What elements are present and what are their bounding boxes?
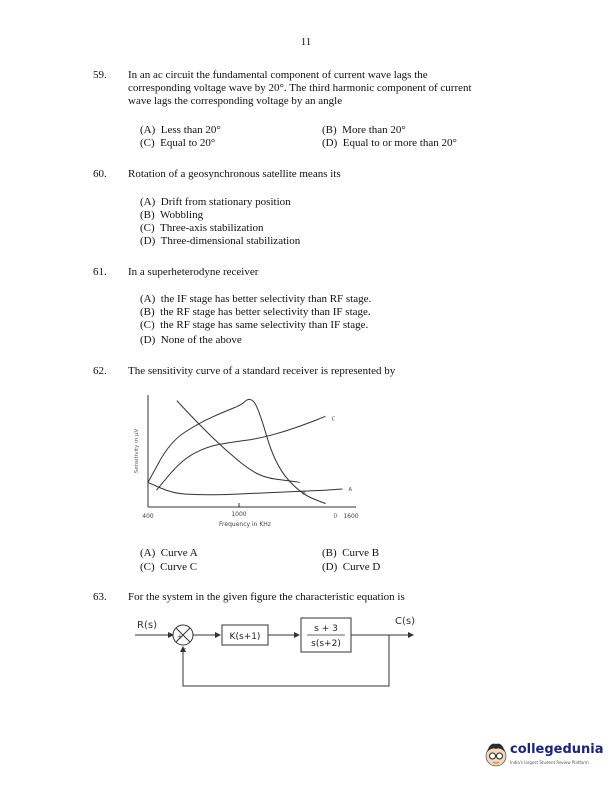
curve-label-a: A <box>348 487 352 494</box>
option-text: Less than 20° <box>160 124 221 136</box>
q59-line-3: wave lags the corresponding voltage by an angle <box>128 95 343 107</box>
option-letter: (B) <box>140 209 155 221</box>
plant-denominator: s(s+2) <box>311 639 341 649</box>
controller-block-label: K(s+1) <box>229 632 261 642</box>
sum-plus-sign: + <box>177 633 183 641</box>
q62-option-b <box>322 547 379 560</box>
option-text: Curve D <box>342 561 381 573</box>
q62-option-c <box>140 561 197 574</box>
option-letter: (C) <box>140 222 155 234</box>
q62-option-a <box>140 547 198 560</box>
q59-option-a <box>140 124 221 137</box>
option-letter: (A) <box>140 124 156 136</box>
q61-option-d <box>140 334 242 347</box>
q61-number: 61. <box>93 266 107 278</box>
option-letter: (C) <box>140 319 155 331</box>
q59-line-2: corresponding voltage wave by 20°. The third harmonic component of current <box>128 82 472 94</box>
series-group <box>148 399 343 503</box>
curve-label-b: B <box>302 490 306 497</box>
option-text: Curve B <box>342 547 380 559</box>
option-letter: (A) <box>140 293 156 305</box>
q59-option-c <box>140 137 215 150</box>
curve-label-d: D <box>333 513 338 520</box>
plant-numerator: s + 3 <box>314 624 338 634</box>
q61-text: In a superheterodyne receiver <box>128 266 259 278</box>
x-tick-label: 400 <box>142 513 154 520</box>
block-diagram <box>125 612 430 692</box>
option-letter: (B) <box>322 547 337 559</box>
q60-option-c <box>140 222 264 235</box>
x-tick-label: 1000 <box>231 511 247 518</box>
mascot-icon <box>484 740 508 770</box>
q62-option-d <box>322 561 380 574</box>
curve-a <box>148 482 343 497</box>
option-letter: (D) <box>140 235 156 247</box>
option-text: the IF stage has better selectivity than RF stage. <box>160 293 372 305</box>
q63-text: For the system in the given figure the characteristic equation is <box>128 591 405 603</box>
q60-text: Rotation of a geosynchronous satellite means its <box>128 168 341 180</box>
feedback-path <box>183 635 389 686</box>
option-text: the RF stage has same selectivity than IF stage. <box>160 319 369 331</box>
option-text: Curve A <box>160 547 198 559</box>
q63-number: 63. <box>93 591 107 603</box>
q61-option-c <box>140 319 368 332</box>
q62-text: The sensitivity curve of a standard receiver is represented by <box>128 365 396 377</box>
option-letter: (A) <box>140 196 156 208</box>
q61-option-a <box>140 293 371 306</box>
curve-d <box>148 399 326 503</box>
option-text: Wobbling <box>159 209 204 221</box>
collegedunia-logo <box>484 738 608 774</box>
option-text: the RF stage has better selectivity than IF stage. <box>160 306 371 318</box>
option-text: Curve C <box>160 561 198 573</box>
q59-option-d <box>322 137 457 150</box>
curve-c <box>157 416 326 490</box>
option-text: None of the above <box>160 334 242 346</box>
series-labels <box>302 416 352 519</box>
q59-option-b <box>322 124 406 137</box>
x-tick-label: 1600 <box>343 513 359 520</box>
option-letter: (C) <box>140 137 155 149</box>
brand-name: collegedunia <box>510 742 604 757</box>
input-label: R(s) <box>137 620 157 631</box>
option-text: Drift from stationary position <box>160 196 291 208</box>
q60-option-d <box>140 235 300 248</box>
option-text: Equal to 20° <box>160 137 216 149</box>
summing-junction <box>173 625 193 645</box>
sum-minus-sign: − <box>181 645 187 653</box>
option-letter: (D) <box>140 334 156 346</box>
curve-label-c: C <box>331 416 336 423</box>
y-axis-label: Sensitivity in μV <box>134 428 140 474</box>
q61-option-b <box>140 306 371 319</box>
q59-number: 59. <box>93 69 107 81</box>
q62-number: 62. <box>93 365 107 377</box>
option-letter: (D) <box>322 561 338 573</box>
x-axis-label: Frequency in KHz <box>219 521 271 528</box>
option-text: More than 20° <box>342 124 406 136</box>
option-letter: (B) <box>322 124 337 136</box>
option-text: Three-dimensional stabilization <box>160 235 301 247</box>
q60-number: 60. <box>93 168 107 180</box>
option-text: Three-axis stabilization <box>159 222 264 234</box>
page-number: 11 <box>300 36 312 48</box>
sensitivity-chart <box>118 385 380 535</box>
q59-line-1: In an ac circuit the fundamental component of current wave lags the <box>128 69 428 81</box>
option-letter: (C) <box>140 561 155 573</box>
option-text: Equal to or more than 20° <box>342 137 457 149</box>
option-letter: (B) <box>140 306 155 318</box>
output-label: C(s) <box>395 616 415 627</box>
q60-option-b <box>140 209 203 222</box>
q60-option-a <box>140 196 291 209</box>
option-letter: (A) <box>140 547 156 559</box>
option-letter: (D) <box>322 137 338 149</box>
brand-tagline: India's largest Student Review Platform <box>510 760 589 765</box>
